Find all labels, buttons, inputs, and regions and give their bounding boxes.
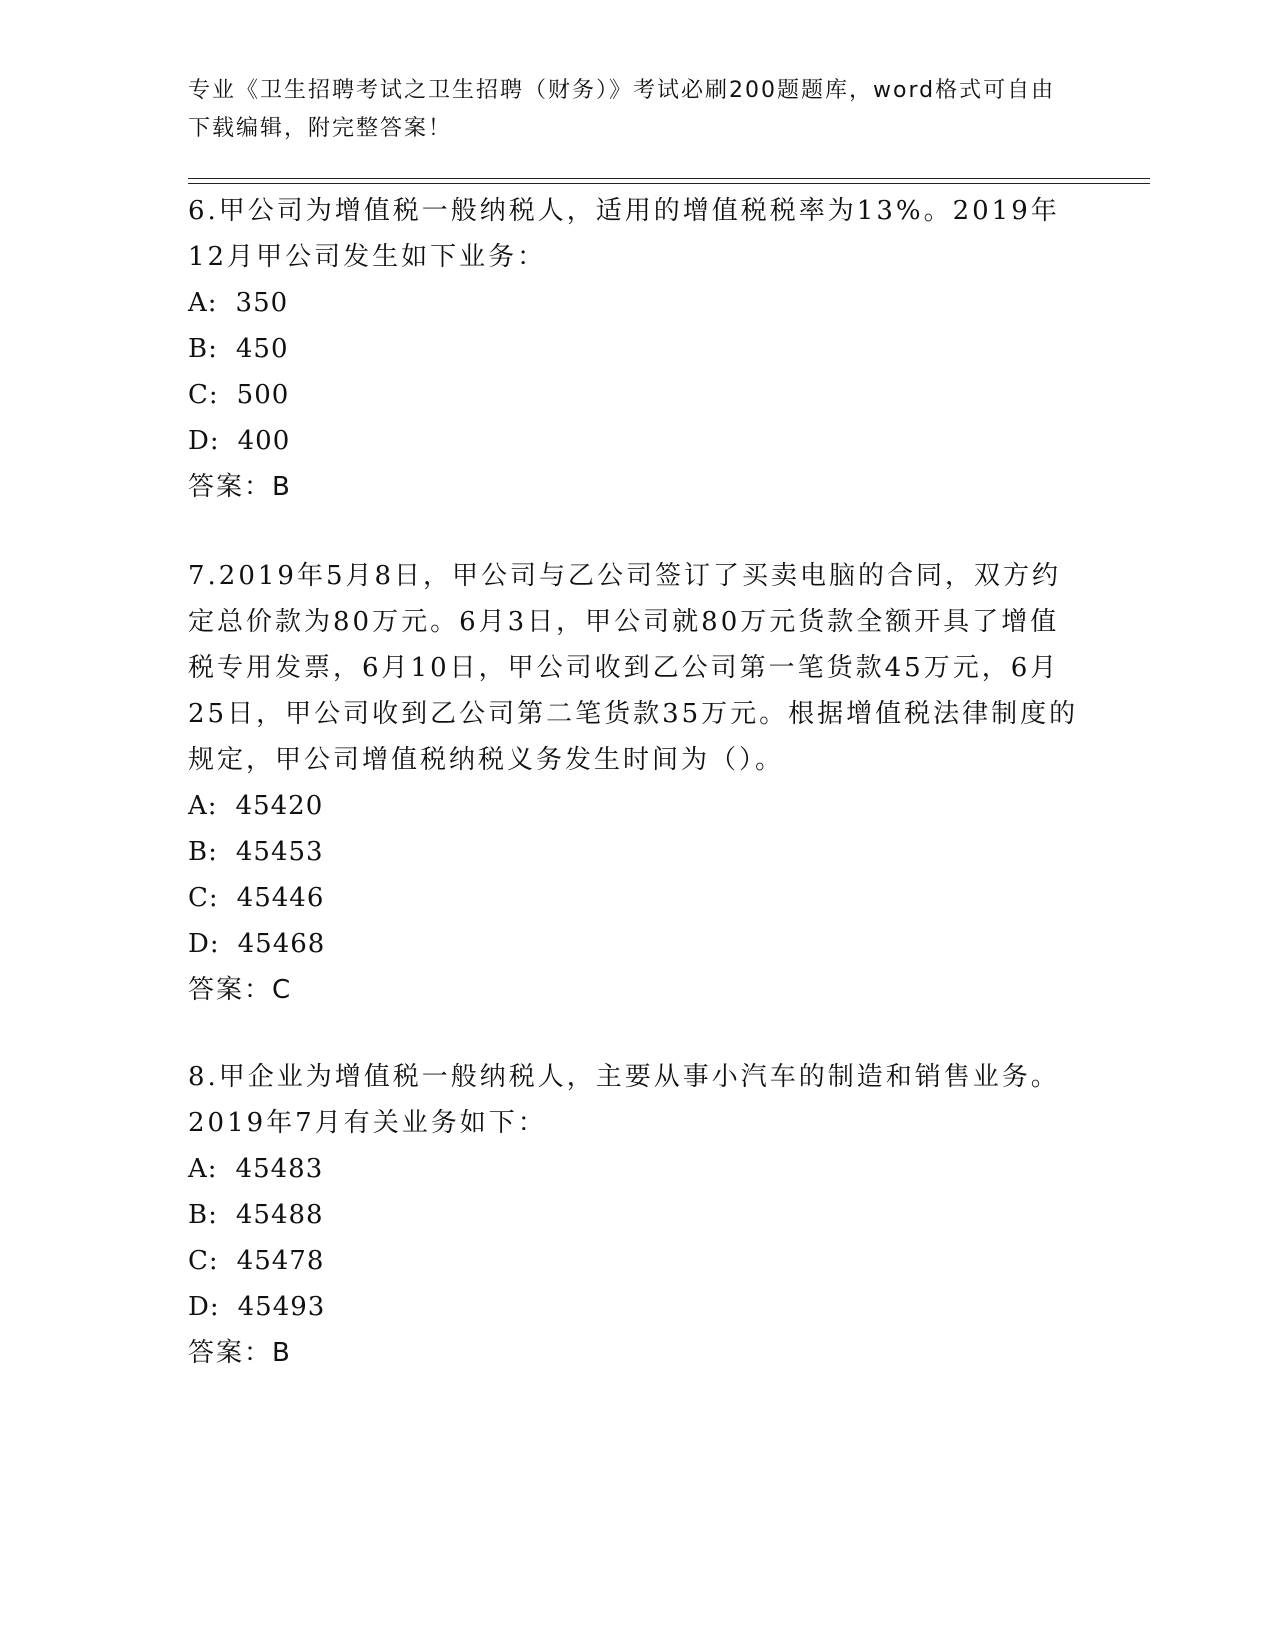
- option-value: 45468: [237, 929, 326, 959]
- option-a: [188, 280, 1088, 326]
- option-letter: D:: [188, 1292, 220, 1322]
- header-divider-top: [188, 178, 1150, 179]
- option-a: [188, 1146, 1088, 1192]
- option-letter: C:: [188, 883, 219, 913]
- option-c: [188, 372, 1088, 418]
- option-value: 45488: [235, 1200, 324, 1230]
- header-divider-bottom: [188, 183, 1150, 184]
- question-stem: 6.甲公司为增值税一般纳税人，适用的增值税税率为13%。2019年12月甲公司发生如下业务：: [188, 196, 1060, 272]
- option-value: 45483: [235, 1154, 324, 1184]
- option-letter: B:: [188, 837, 218, 867]
- option-letter: D:: [188, 929, 220, 959]
- question-8: [188, 1054, 1088, 1376]
- option-letter: A:: [188, 288, 218, 318]
- option-value: 500: [236, 380, 290, 410]
- option-value: 400: [237, 426, 291, 456]
- option-letter: D:: [188, 426, 220, 456]
- option-b: [188, 829, 1088, 875]
- option-value: 45493: [237, 1292, 326, 1322]
- option-c: [188, 1238, 1088, 1284]
- option-letter: B:: [188, 334, 218, 364]
- question-7: [188, 553, 1088, 1013]
- option-value: 45453: [235, 837, 324, 867]
- option-d: [188, 921, 1088, 967]
- option-b: [188, 1192, 1088, 1238]
- answer-line: 答案：B: [188, 1338, 292, 1368]
- option-value: 45420: [235, 791, 324, 821]
- question-6: [188, 188, 1088, 510]
- option-a: [188, 783, 1088, 829]
- option-value: 45446: [236, 883, 325, 913]
- option-d: [188, 418, 1088, 464]
- option-value: 450: [235, 334, 289, 364]
- option-c: [188, 875, 1088, 921]
- question-stem: 7.2019年5月8日，甲公司与乙公司签订了买卖电脑的合同，双方约定总价款为80万元。6月3日，甲公司就80万元货款全额开具了增值税专用发票，6月10日，甲公司收到乙公司第一笔货款45万元，6月25日，甲公司收到乙公司第二笔货款35万元。根据增值税法律制度的规定，甲公司增值税纳税义务发生时间为（）。: [188, 561, 1079, 775]
- answer-line: 答案：B: [188, 472, 292, 502]
- document-header: 专业《卫生招聘考试之卫生招聘（财务）》考试必刷200题题库，word格式可自由下载编辑，附完整答案！: [188, 78, 1056, 141]
- option-d: [188, 1284, 1088, 1330]
- option-b: [188, 326, 1088, 372]
- option-letter: C:: [188, 1246, 219, 1276]
- option-letter: A:: [188, 1154, 218, 1184]
- question-stem: 8.甲企业为增值税一般纳税人，主要从事小汽车的制造和销售业务。2019年7月有关业务如下：: [188, 1062, 1060, 1138]
- answer-line: 答案：C: [188, 975, 293, 1005]
- option-letter: B:: [188, 1200, 218, 1230]
- option-value: 350: [235, 288, 289, 318]
- option-value: 45478: [236, 1246, 325, 1276]
- option-letter: C:: [188, 380, 219, 410]
- option-letter: A:: [188, 791, 218, 821]
